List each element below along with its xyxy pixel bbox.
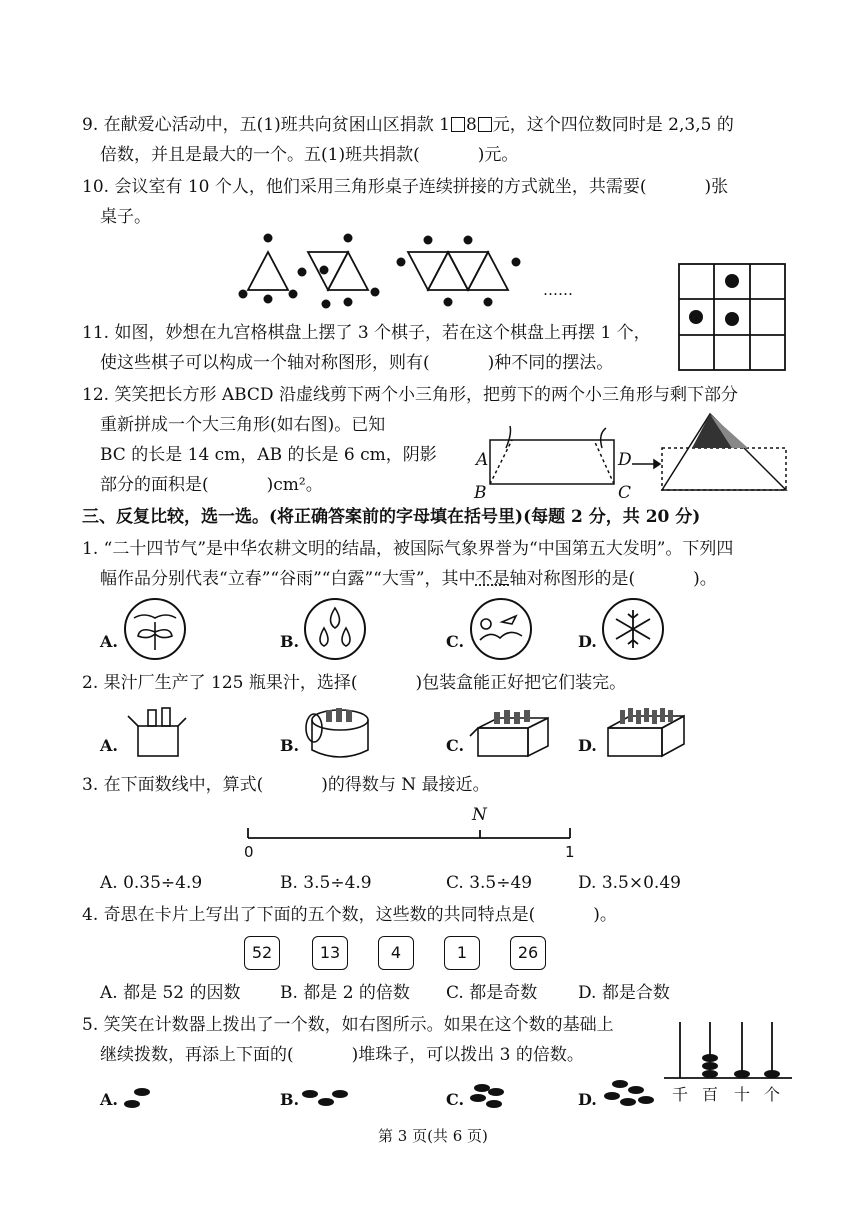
- abacus-label-ones: 个: [764, 1085, 781, 1104]
- page-footer: 第 3 页(共 6 页): [378, 1127, 488, 1145]
- ellipsis: ……: [543, 281, 573, 299]
- q12-line1: 12. 笑笑把长方形 ABCD 沿虚线剪下两个小三角形，把剪下的两个小三角形与剩下部分: [82, 385, 738, 405]
- label-c: C: [618, 483, 632, 503]
- abacus-label-tens: 十: [734, 1085, 751, 1104]
- label-d: D: [618, 450, 632, 470]
- medium-box-icon: [468, 702, 558, 760]
- label-b: B: [474, 483, 487, 503]
- bead: [332, 1090, 348, 1098]
- number-card: 52: [244, 936, 280, 970]
- option-c[interactable]: C.: [446, 736, 465, 755]
- number-line: [246, 824, 576, 848]
- option-b[interactable]: B.: [280, 1090, 300, 1109]
- option-c[interactable]: C. 3.5÷49: [446, 873, 533, 893]
- option-d[interactable]: D. 3.5×0.49: [578, 873, 681, 893]
- option-b[interactable]: B. 都是 2 的倍数: [280, 983, 410, 1003]
- option-a[interactable]: A.: [100, 736, 118, 755]
- number-card: 26: [510, 936, 546, 970]
- bead: [486, 1100, 502, 1108]
- one-label: 1: [565, 843, 575, 861]
- bead: [612, 1080, 628, 1088]
- s2-line1: 2. 果汁厂生产了 125 瓶果汁，选择( )包装盒能正好把它们装完。: [82, 673, 627, 693]
- bead: [318, 1098, 334, 1106]
- q12-line4: 部分的面积是( )cm²。: [100, 475, 323, 495]
- bead: [628, 1086, 644, 1094]
- option-b[interactable]: B.: [280, 632, 300, 651]
- option-a[interactable]: A. 都是 52 的因数: [100, 983, 241, 1003]
- number-card: 1: [444, 936, 480, 970]
- bead: [604, 1092, 620, 1100]
- s4-line1: 4. 奇思在卡片上写出了下面的五个数，这些数的共同特点是( )。: [82, 905, 617, 925]
- number-card: 13: [312, 936, 348, 970]
- triangle-tables-figure: [238, 232, 538, 314]
- guyu-raindrops-icon: [304, 598, 366, 660]
- option-c[interactable]: C.: [446, 1090, 465, 1109]
- option-a[interactable]: A. 0.35÷4.9: [100, 873, 203, 893]
- option-a[interactable]: A.: [100, 632, 118, 651]
- option-c[interactable]: C. 都是奇数: [446, 983, 538, 1003]
- n-label: N: [472, 805, 487, 825]
- option-b[interactable]: B.: [280, 736, 300, 755]
- s3-line1: 3. 在下面数线中，算式( )的得数与 N 最接近。: [82, 775, 490, 795]
- abacus-label-hundreds: 百: [702, 1085, 719, 1104]
- q9-line2: 倍数，并且是最大的一个。五(1)班共捐款( )元。: [100, 145, 519, 165]
- q11-line2: 使这些棋子可以构成一个轴对称图形，则有( )种不同的摆法。: [100, 353, 614, 373]
- abacus-label-thousands: 千: [672, 1085, 689, 1104]
- zero-label: 0: [244, 843, 254, 861]
- s1-line1: 1. “二十四节气”是中华农耕文明的结晶，被国际气象界誉为“中国第五大发明”。下列四: [82, 539, 734, 559]
- bead: [638, 1096, 654, 1104]
- bead: [124, 1100, 140, 1108]
- daxue-snowflake-icon: [602, 598, 664, 660]
- option-d[interactable]: D.: [578, 1090, 597, 1109]
- label-a: A: [476, 450, 489, 470]
- q10-line1: 10. 会议室有 10 个人，他们采用三角形桌子连续拼接的方式就坐，共需要( )张: [82, 177, 729, 197]
- lichun-plant-icon: [124, 598, 186, 660]
- bead: [620, 1098, 636, 1106]
- small-box-icon: [120, 702, 190, 760]
- option-c[interactable]: C.: [446, 632, 465, 651]
- bead: [302, 1090, 318, 1098]
- s5-line2: 继续拨数，再添上下面的( )堆珠子，可以拨出 3 的倍数。: [100, 1045, 584, 1065]
- q11-line1: 11. 如图，妙想在九宫格棋盘上摆了 3 个棋子，若在这个棋盘上再摆 1 个，: [82, 323, 651, 343]
- q12-line2: 重新拼成一个大三角形(如右图)。已知: [100, 415, 386, 435]
- option-a[interactable]: A.: [100, 1090, 118, 1109]
- number-card: 4: [378, 936, 414, 970]
- section-heading: 三、反复比较，选一选。(将正确答案前的字母填在括号里)(每题 2 分，共 20 分): [82, 507, 701, 527]
- large-box-icon: [600, 702, 694, 760]
- blank-box: [451, 117, 465, 132]
- s1-line2: 幅作品分别代表“立春”“谷雨”“白露”“大雪”，其中不是轴对称图形的是( )。: [100, 569, 717, 589]
- option-b[interactable]: B. 3.5÷4.9: [280, 873, 372, 893]
- bead: [470, 1094, 486, 1102]
- option-d[interactable]: D.: [578, 632, 597, 651]
- option-d[interactable]: D. 都是合数: [578, 983, 670, 1003]
- round-box-icon: [300, 700, 374, 762]
- bead: [488, 1088, 504, 1096]
- s5-line1: 5. 笑笑在计数器上拨出了一个数，如右图所示。如果在这个数的基础上: [82, 1015, 614, 1035]
- abacus-figure: [664, 1018, 794, 1084]
- q10-line2: 桌子。: [100, 207, 151, 227]
- nine-grid-board: [678, 263, 786, 371]
- bailu-bird-icon: [470, 598, 532, 660]
- q9-line1: 9. 在献爱心活动中，五(1)班共向贫困山区捐款 1 8 元，这个四位数同时是 2,3,5 的: [82, 115, 734, 135]
- option-d[interactable]: D.: [578, 736, 597, 755]
- bead: [134, 1088, 150, 1096]
- q12-line3: BC 的长是 14 cm，AB 的长是 6 cm，阴影: [100, 445, 437, 465]
- blank-box: [478, 117, 492, 132]
